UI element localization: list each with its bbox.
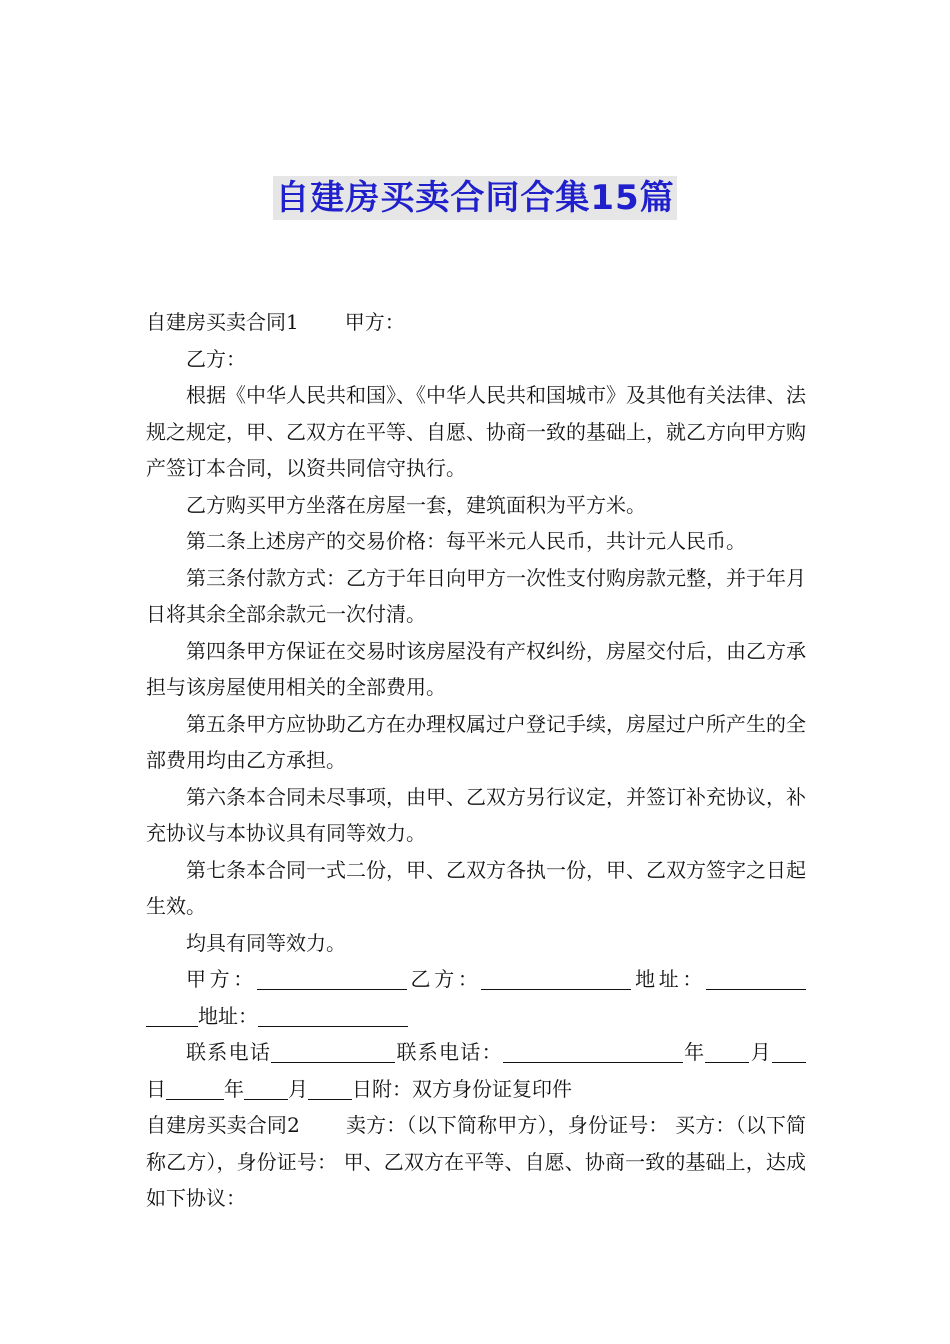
contact-block <box>146 1034 806 1107</box>
phone-label-1: 联系电话 <box>186 1040 272 1064</box>
contract1-paragraph-9: 均具有同等效力。 <box>186 930 346 955</box>
contract1-paragraph-4: 第三条付款方式：乙方于年日向甲方一次性支付购房款元整，并于年月日将其余全部余款元一次付清。 <box>146 565 806 626</box>
month-label-2: 月 <box>288 1076 308 1101</box>
year-label-2: 年 <box>224 1076 244 1101</box>
signature-block <box>146 961 806 1034</box>
month-label-1: 月 <box>749 1040 773 1064</box>
sig-address-blank-cont <box>146 1004 198 1027</box>
contract1-party-b: 乙方： <box>186 346 246 371</box>
sig-party-a-label: 甲方： <box>186 967 257 991</box>
attachment-note: 日附：双方身份证复印件 <box>352 1076 572 1101</box>
month-blank-1 <box>705 1040 749 1063</box>
document-title: 自建房买卖合同合集15篇 <box>275 178 675 218</box>
contract2-heading: 自建房买卖合同2 <box>146 1113 300 1137</box>
year-label-1: 年 <box>682 1040 706 1064</box>
contract1-paragraph-5: 第四条甲方保证在交易时该房屋没有产权纠纷，房屋交付后，由乙方承担与该房屋使用相关的全部费用。 <box>146 638 806 699</box>
sig-party-a-blank <box>257 967 407 990</box>
day-label-1: 日 <box>146 1076 166 1101</box>
contract1-paragraph-3: 第二条上述房产的交易价格：每平米元人民币，共计元人民币。 <box>186 529 746 553</box>
year-blank-2 <box>166 1077 224 1100</box>
sig-address-label: 地址： <box>631 967 707 991</box>
phone-blank-2 <box>503 1040 683 1063</box>
contract1-paragraph-6: 第五条甲方应协助乙方在办理权属过户登记手续，房屋过户所产生的全部费用均由乙方承担。 <box>146 711 806 772</box>
month-blank-2 <box>244 1077 288 1100</box>
contract1-heading-line <box>146 304 806 341</box>
title-block <box>0 176 950 220</box>
document-body <box>146 304 806 1217</box>
sig-party-b-blank <box>481 967 631 990</box>
contract1-heading: 自建房买卖合同1 <box>146 310 299 334</box>
phone-label-2: 联系电话： <box>395 1040 503 1064</box>
contract1-paragraph-8: 第七条本合同一式二份，甲、乙双方各执一份，甲、乙双方签字之日起生效。 <box>146 857 806 918</box>
sig-address2-blank <box>258 1004 408 1027</box>
contract1-paragraph-1: 根据《中华人民共和国》、《中华人民共和国城市》及其他有关法律、法规之规定，甲、乙双方在平等、自愿、协商一致的基础上，就乙方向甲方购产签订本合同，以资共同信守执行。 <box>146 383 806 480</box>
phone-blank-1 <box>271 1040 395 1063</box>
sig-party-b-label: 乙方： <box>406 967 482 991</box>
day-blank-1 <box>772 1040 806 1063</box>
sig-address-blank <box>706 967 806 990</box>
sig-address2-label: 地址： <box>198 1003 258 1028</box>
contract2-intro: 卖方：（以下简称甲方），身份证号： 买方：（以下简称乙方），身份证号： 甲、乙双方在平等、自愿、协商一致的基础上，达成如下协议： <box>146 1113 807 1210</box>
contract1-paragraph-2: 乙方购买甲方坐落在房屋一套，建筑面积为平方米。 <box>186 492 646 517</box>
day-blank-2 <box>308 1077 352 1100</box>
contract1-party-a: 甲方： <box>344 310 405 334</box>
contract1-paragraph-7: 第六条本合同未尽事项，由甲、乙双方另行议定，并签订补充协议，补充协议与本协议具有同等效力。 <box>146 784 806 845</box>
contract2-block <box>146 1107 806 1217</box>
